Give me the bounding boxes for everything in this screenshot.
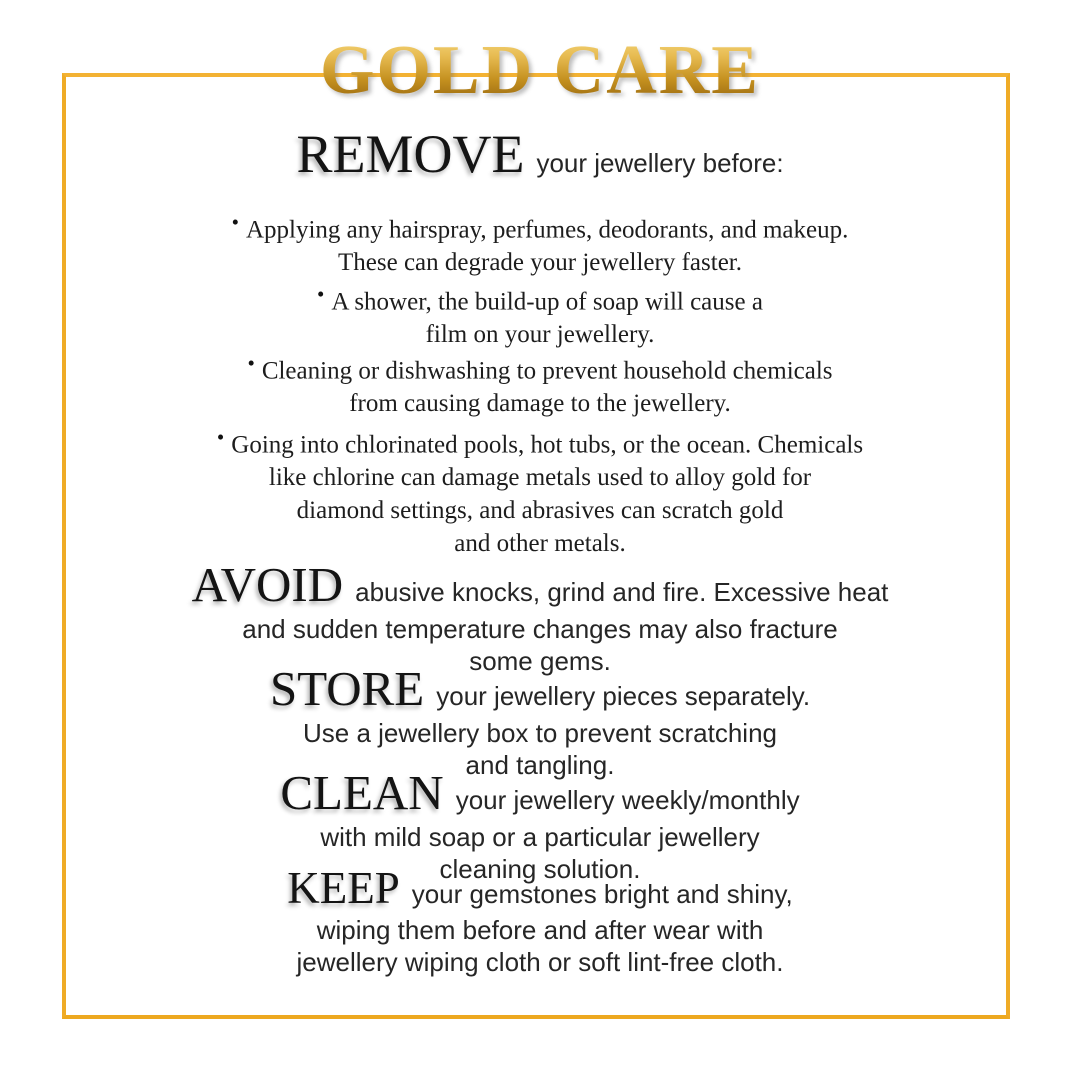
store-text: Use a jewellery box to prevent scratching <box>302 718 777 748</box>
clean-text: cleaning solution. <box>439 854 641 884</box>
keep-text: your gemstones bright and shiny, <box>411 879 793 909</box>
keep-keyword: KEEP <box>287 863 400 913</box>
bullet-line: diamond settings, and abrasives can scratch gold <box>296 497 784 525</box>
bullet-line <box>70 206 1010 246</box>
remove-bullet-1 <box>70 206 1010 279</box>
bullet-text: Cleaning or dishwashing to prevent household chemicals <box>261 357 833 385</box>
bullet-text: Going into chlorinated pools, hot tubs, or the ocean. Chemicals <box>231 431 864 459</box>
bullet-line: and other metals. <box>454 530 626 558</box>
keep-text: jewellery wiping cloth or soft lint-free cloth. <box>296 947 784 977</box>
section-avoid <box>70 556 1010 677</box>
avoid-text: some gems. <box>469 646 611 676</box>
bullet-line: These can degrade your jewellery faster. <box>338 249 742 277</box>
clean-text: your jewellery weekly/monthly <box>455 785 800 815</box>
clean-keyword: CLEAN <box>280 765 444 820</box>
bullet-dot-icon: • <box>231 210 239 234</box>
keep-text: wiping them before and after wear with <box>316 915 764 945</box>
remove-intro: your jewellery before: <box>536 148 784 178</box>
bullet-line: film on your jewellery. <box>425 321 655 349</box>
avoid-keyword: AVOID <box>191 557 344 612</box>
bullet-dot-icon: • <box>216 425 225 449</box>
section-keep <box>70 862 1010 978</box>
section-remove-headline <box>70 124 1010 188</box>
page-title: GOLD CARE <box>302 34 778 108</box>
clean-text: with mild soap or a particular jewellery <box>320 822 760 852</box>
avoid-text: abusive knocks, grind and fire. Excessive heat <box>355 577 889 607</box>
bullet-line <box>70 347 1010 387</box>
bullet-text: A shower, the build-up of soap will cause a <box>331 288 763 316</box>
store-text: and tangling. <box>465 750 615 780</box>
bullet-line <box>70 278 1010 318</box>
remove-bullet-3 <box>70 347 1010 420</box>
bullet-line: like chlorine can damage metals used to alloy gold for <box>268 464 812 492</box>
remove-bullet-4 <box>70 421 1010 560</box>
bullet-line: from causing damage to the jewellery. <box>349 390 731 418</box>
bullet-text: Applying any hairspray, perfumes, deodorants, and makeup. <box>245 216 849 244</box>
store-text: your jewellery pieces separately. <box>436 681 811 711</box>
store-keyword: STORE <box>269 661 425 716</box>
bullet-dot-icon: • <box>247 351 255 375</box>
remove-keyword: REMOVE <box>296 124 525 184</box>
section-store <box>70 660 1010 781</box>
remove-bullet-2 <box>70 278 1010 351</box>
bullet-line <box>70 421 1010 461</box>
bullet-dot-icon: • <box>317 282 325 306</box>
avoid-text: and sudden temperature changes may also fracture <box>242 614 838 644</box>
